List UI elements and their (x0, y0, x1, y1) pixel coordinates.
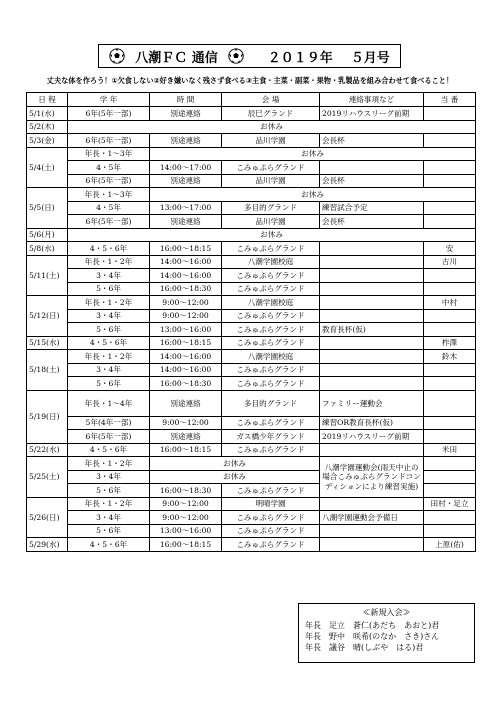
schedule-date: 5/18(土) (27, 350, 68, 391)
schedule-grade: 6年(5年一部) (68, 430, 150, 444)
schedule-venue: こみゅぷらグランド (222, 242, 320, 256)
col-date: 日 程 (27, 93, 68, 107)
schedule-venue: こみゅぷらグランド (222, 363, 320, 377)
schedule-time: 13:00～16:00 (150, 323, 222, 337)
table-row (27, 390, 476, 416)
schedule-note (320, 336, 424, 350)
schedule-grade: 6年(5年一部) (68, 134, 150, 148)
table-row (27, 443, 476, 457)
schedule-venue: 辰巳グランド (222, 107, 320, 121)
schedule-duty (424, 457, 476, 471)
schedule-note (320, 443, 424, 457)
schedule-duty (424, 470, 476, 484)
new-members-box (298, 603, 475, 663)
schedule-note (320, 377, 424, 391)
schedule-grade: 3・4年 (68, 269, 150, 283)
schedule-note (320, 296, 424, 310)
table-row (27, 363, 476, 377)
table-row (27, 161, 476, 175)
schedule-time: 16:00～18:15 (150, 242, 222, 256)
schedule-time: 9:00～12:00 (150, 497, 222, 511)
schedule-note (320, 282, 424, 296)
schedule-time: 16:00～18:15 (150, 443, 222, 457)
schedule-note: 会長杯 (320, 215, 424, 229)
table-row (27, 309, 476, 323)
schedule-duty (424, 174, 476, 188)
table-row (27, 282, 476, 296)
schedule-duty (424, 416, 476, 430)
schedule-grade: 5・6年 (68, 377, 150, 391)
table-row (27, 416, 476, 430)
team-name: 八潮ＦＣ 通信 (135, 50, 218, 66)
schedule-duty (424, 269, 476, 283)
table-row (27, 242, 476, 256)
schedule-time: 別途連絡 (150, 174, 222, 188)
table-row (27, 107, 476, 121)
schedule-venue: ガス橋少年グランド (222, 430, 320, 444)
schedule-venue: こみゅぷらグランド (222, 443, 320, 457)
schedule-date: 5/29(水) (27, 538, 68, 552)
schedule-note (320, 363, 424, 377)
table-row (27, 269, 476, 283)
schedule-time: 14:00～16:00 (150, 363, 222, 377)
schedule-off: お休み (150, 188, 476, 202)
schedule-note: 2019リハウスリーグ前期 (320, 107, 424, 121)
table-row (27, 296, 476, 310)
schedule-duty (424, 282, 476, 296)
table-row (27, 215, 476, 229)
schedule-grade: 年長・1・2年 (68, 255, 150, 269)
schedule-time: 14:00～16:00 (150, 350, 222, 364)
schedule-note (320, 255, 424, 269)
schedule-date: 5/25(土) (27, 457, 68, 498)
schedule-duty (424, 134, 476, 148)
schedule-duty: 米田 (424, 443, 476, 457)
schedule-note: 2019リハウスリーグ前期 (320, 430, 424, 444)
schedule-duty (424, 430, 476, 444)
schedule-duty: 鈴木 (424, 350, 476, 364)
col-notes: 連絡事項など (320, 93, 424, 107)
schedule-time: 別途連絡 (150, 215, 222, 229)
schedule-time: 13:00～17:00 (150, 201, 222, 215)
schedule-venue: 八潮学園校庭 (222, 296, 320, 310)
table-row (27, 538, 476, 552)
new-member-item: 年長 野中 咲希(のなか さき)さん (305, 632, 440, 641)
issue-year: ２０１９年 (267, 50, 333, 66)
schedule-grade: 年長・1～3年 (68, 147, 150, 161)
schedule-time: 14:00～16:00 (150, 269, 222, 283)
table-row (27, 120, 476, 134)
table-row (27, 255, 476, 269)
schedule-grade: 4・5年 (68, 201, 150, 215)
schedule-note: 会長杯 (320, 134, 424, 148)
soccer-ball-icon (109, 48, 125, 64)
schedule-time: 別途連絡 (150, 390, 222, 416)
schedule-time: 別途連絡 (150, 107, 222, 121)
schedule-date: 5/12(日) (27, 296, 68, 337)
schedule-note: 会長杯 (320, 174, 424, 188)
schedule-duty: 田村・足立 (424, 497, 476, 511)
col-venue: 会 場 (222, 93, 320, 107)
schedule-grade: 5年(4年一部) (68, 416, 150, 430)
schedule-time: 9:00～12:00 (150, 511, 222, 525)
schedule-grade: 4・5・6年 (68, 242, 150, 256)
schedule-grade: 3・4年 (68, 511, 150, 525)
new-member-item: 年長 議谷 晴(しぶや はる)君 (305, 643, 424, 652)
schedule-note: ファミリー運動会 (320, 390, 424, 416)
schedule-duty: 中村 (424, 296, 476, 310)
schedule-note: 教育長杯(仮) (320, 323, 424, 337)
table-row (27, 188, 476, 202)
nutrition-slogan: 丈夫な体を作ろう！①欠食しない②好き嫌いなく残さず食べる③主食・主菜・副菜・果物・乳製品を組み合わせて食べること！ (46, 76, 454, 85)
schedule-grade: 年長・1・2年 (68, 497, 150, 511)
schedule-time: 16:00～18:30 (150, 484, 222, 498)
schedule-venue: こみゅぷらグランド (222, 484, 320, 498)
schedule-grade: 3・4年 (68, 309, 150, 323)
table-row (27, 174, 476, 188)
schedule-grade: 4・5・6年 (68, 336, 150, 350)
new-members-heading: ≪新規入会≫ (362, 608, 411, 617)
schedule-grade: 5・6年 (68, 484, 150, 498)
schedule-duty: 上原(佑) (424, 538, 476, 552)
col-time: 時 間 (150, 93, 222, 107)
schedule-time: 9:00～12:00 (150, 309, 222, 323)
table-row (27, 228, 476, 242)
schedule-date: 5/1(水) (27, 107, 68, 121)
schedule-grade: 5・6年 (68, 524, 150, 538)
schedule-table (26, 92, 476, 552)
schedule-date: 5/26(日) (27, 497, 68, 538)
table-row (27, 511, 476, 525)
schedule-time: 13:00～16:00 (150, 524, 222, 538)
schedule-note (320, 350, 424, 364)
schedule-date: 5/5(日) (27, 188, 68, 229)
new-member-item: 年長 足立 蒼仁(あだち あおと)君 (305, 621, 440, 630)
schedule-duty (424, 323, 476, 337)
table-row (27, 377, 476, 391)
schedule-grade: 6年(5年一部) (68, 174, 150, 188)
table-row (27, 147, 476, 161)
schedule-venue: こみゅぷらグランド (222, 377, 320, 391)
table-row (27, 430, 476, 444)
col-grade: 学 年 (68, 93, 150, 107)
table-row (27, 201, 476, 215)
schedule-note: 練習試合予定 (320, 201, 424, 215)
schedule-note (320, 538, 424, 552)
schedule-note (320, 161, 424, 175)
schedule-venue: 八潮学園校庭 (222, 350, 320, 364)
schedule-date: 5/22(水) (27, 443, 68, 457)
schedule-duty: 柞澤 (424, 336, 476, 350)
schedule-off: お休み (68, 120, 476, 134)
table-row (27, 134, 476, 148)
schedule-duty: 安 (424, 242, 476, 256)
schedule-body (27, 107, 476, 552)
schedule-time: 別途連絡 (150, 134, 222, 148)
schedule-grade: 6年(5年一部) (68, 107, 150, 121)
table-row (27, 457, 476, 471)
issue-month: ５月号 (350, 50, 390, 66)
schedule-duty (424, 201, 476, 215)
table-row (27, 524, 476, 538)
col-duty: 当 番 (424, 93, 476, 107)
schedule-time: 9:00～12:00 (150, 416, 222, 430)
schedule-venue: 多目的グランド (222, 201, 320, 215)
schedule-grade: 6年(5年一部) (68, 215, 150, 229)
schedule-venue: 品川学園 (222, 215, 320, 229)
schedule-note: 八潮学園運動会(雨天中止の場合こみゅぷらグランドコンディションにより練習実施) (320, 457, 424, 498)
schedule-grade: 4・5・6年 (68, 443, 150, 457)
schedule-venue: 多目的グランド (222, 390, 320, 416)
schedule-venue: こみゅぷらグランド (222, 336, 320, 350)
schedule-grade: 年長・1～4年 (68, 390, 150, 416)
schedule-duty (424, 524, 476, 538)
table-row (27, 350, 476, 364)
schedule-grade: 年長・1～3年 (68, 188, 150, 202)
schedule-duty (424, 215, 476, 229)
schedule-date: 5/15(水) (27, 336, 68, 350)
schedule-grade: 年長・1・2年 (68, 296, 150, 310)
schedule-time: 16:00～18:15 (150, 538, 222, 552)
schedule-grade: 3・4年 (68, 363, 150, 377)
schedule-duty (424, 107, 476, 121)
table-header-row (27, 93, 476, 107)
schedule-date: 5/11(土) (27, 255, 68, 296)
schedule-note (320, 269, 424, 283)
schedule-note (320, 524, 424, 538)
schedule-duty (424, 161, 476, 175)
schedule-note: 八潮学園運動会予備日 (320, 511, 424, 525)
schedule-note (320, 309, 424, 323)
schedule-off: お休み (68, 228, 476, 242)
schedule-grade: 5・6年 (68, 282, 150, 296)
schedule-grade: 3・4年 (68, 470, 150, 484)
schedule-grade: 4・5年 (68, 161, 150, 175)
schedule-time: 16:00～18:15 (150, 336, 222, 350)
schedule-venue: こみゅぷらグランド (222, 538, 320, 552)
schedule-grade: 5・6年 (68, 323, 150, 337)
schedule-off: お休み (150, 470, 320, 484)
schedule-grade: 4・5・6年 (68, 538, 150, 552)
schedule-venue: こみゅぷらグランド (222, 161, 320, 175)
schedule-duty (424, 390, 476, 416)
schedule-note: 練習OR教育長杯(仮) (320, 416, 424, 430)
schedule-duty (424, 309, 476, 323)
newsletter-title (98, 44, 401, 68)
schedule-venue: こみゅぷらグランド (222, 524, 320, 538)
table-row (27, 336, 476, 350)
schedule-date: 5/6(月) (27, 228, 68, 242)
schedule-time: 14:00～16:00 (150, 255, 222, 269)
schedule-date: 5/19(日) (27, 390, 68, 443)
table-row (27, 497, 476, 511)
schedule-date: 5/8(水) (27, 242, 68, 256)
schedule-duty: 古川 (424, 255, 476, 269)
schedule-venue: こみゅぷらグランド (222, 269, 320, 283)
schedule-duty (424, 363, 476, 377)
schedule-duty (424, 484, 476, 498)
schedule-off: お休み (150, 457, 320, 471)
schedule-venue: 八潮学園校庭 (222, 255, 320, 269)
schedule-time: 9:00～12:00 (150, 296, 222, 310)
schedule-time: 14:00～17:00 (150, 161, 222, 175)
table-row (27, 323, 476, 337)
schedule-time: 16:00～18:30 (150, 282, 222, 296)
schedule-venue: こみゅぷらグランド (222, 282, 320, 296)
schedule-venue: こみゅぷらグランド (222, 511, 320, 525)
schedule-note (320, 497, 424, 511)
schedule-grade: 年長・1・2年 (68, 457, 150, 471)
schedule-venue: こみゅぷらグランド (222, 323, 320, 337)
schedule-venue: 品川学園 (222, 174, 320, 188)
soccer-ball-icon (228, 48, 244, 64)
schedule-venue: 明晴学園 (222, 497, 320, 511)
schedule-date: 5/2(木) (27, 120, 68, 134)
schedule-off: お休み (150, 147, 476, 161)
schedule-date: 5/3(金) (27, 134, 68, 148)
schedule-duty (424, 511, 476, 525)
schedule-duty (424, 377, 476, 391)
schedule-time: 別途連絡 (150, 430, 222, 444)
schedule-time: 16:00～18:30 (150, 377, 222, 391)
schedule-note (320, 242, 424, 256)
schedule-venue: 品川学園 (222, 134, 320, 148)
schedule-grade: 年長・1・2年 (68, 350, 150, 364)
schedule-venue: こみゅぷらグランド (222, 416, 320, 430)
schedule-venue: こみゅぷらグランド (222, 309, 320, 323)
schedule-date: 5/4(土) (27, 147, 68, 188)
